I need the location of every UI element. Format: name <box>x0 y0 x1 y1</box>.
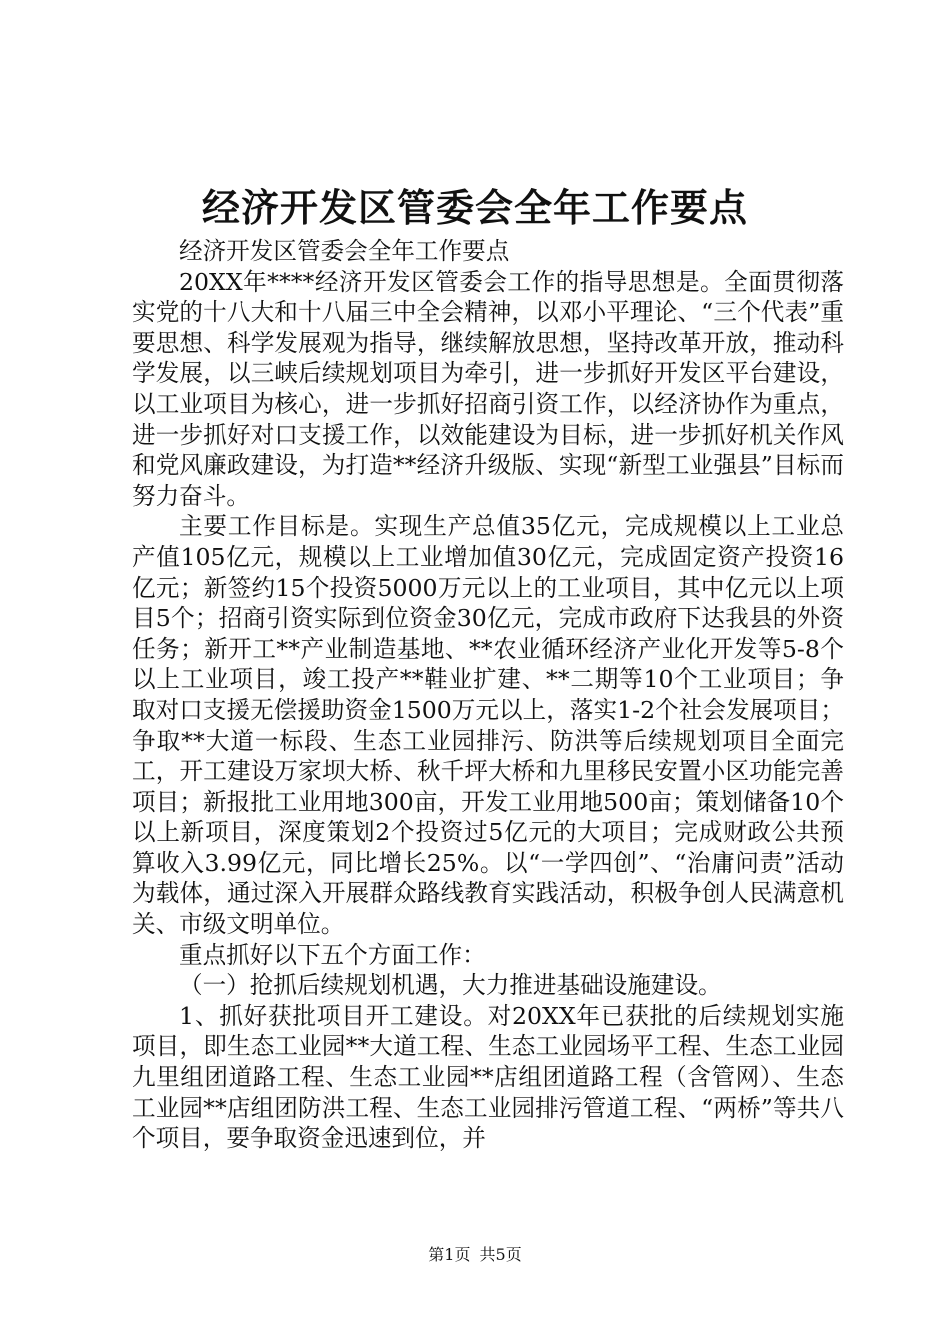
paragraph-subtitle: 经济开发区管委会全年工作要点 <box>179 237 510 265</box>
page-footer <box>0 1244 950 1266</box>
paragraph-item-one: 1、抓好获批项目开工建设。对20XX年已获批的后续规划实施项目，即生态工业园**大道工程、生态工业园场平工程、生态工业园九里组团道路工程、生态工业园**店组团道路工程（含管网）、生态工业园**店组团防洪工程、生态工业园排污管道工程、“两桥”等共八个项目，要争取资金迅速到位，并 <box>132 1001 844 1153</box>
document-body <box>132 236 844 1154</box>
document-title: 经济开发区管委会全年工作要点 <box>201 185 748 230</box>
paragraph-section-one-heading: （一）抢抓后续规划机遇，大力推进基础设施建设。 <box>179 971 722 1000</box>
paragraph-main-targets: 主要工作目标是。实现生产总值35亿元，完成规模以上工业总产值105亿元，规模以上工业增加值30亿元，完成固定资产投资16亿元；新签约15个投资5000万元以上的工业项目，其中亿元以上项目5个；招商引资实际到位资金30亿元，完成市政府下达我县的外资任务；新开工**产业制造基地、**农业循环经济产业化开发等5-8个以上工业项目，竣工投产**鞋业扩建、**二期等10个工业项目；争取对口支援无偿援助资金1500万元以上，落实1-2个社会发展项目；争取**大道一标段、生态工业园排污、防洪等后续规划项目全面完工，开工建设万家坝大桥、秋千坪大桥和九里移民安置小区功能完善项目；新报批工业用地300亩，开发工业用地500亩；策划储备10个以上新项目，深度策划2个投资过5亿元的大项目；完成财政公共预算收入3.99亿元，同比增长25%。以“一学四创”、“治庸问责”活动为载体，通过深入开展群众路线教育实践活动，积极争创人民满意机关、市级文明单位。 <box>132 512 844 939</box>
page-total: 共5页 <box>479 1245 522 1264</box>
page-number: 第1页 <box>428 1245 471 1264</box>
paragraph-guiding-thought: 20XX年****经济开发区管委会工作的指导思想是。全面贯彻落实党的十八大和十八届三中全会精神，以邓小平理论、“三个代表”重要思想、科学发展观为指导，继续解放思想，坚持改革开放，推动科学发展，以三峡后续规划项目为牵引，进一步抓好开发区平台建设，以工业项目为核心，进一步抓好招商引资工作，以经济协作为重点，进一步抓好对口支援工作，以效能建设为目标，进一步抓好机关作风和党风廉政建设，为打造**经济升级版、实现“新型工业强县”目标而努力奋斗。 <box>132 267 844 510</box>
paragraph-five-areas: 重点抓好以下五个方面工作： <box>179 940 486 969</box>
